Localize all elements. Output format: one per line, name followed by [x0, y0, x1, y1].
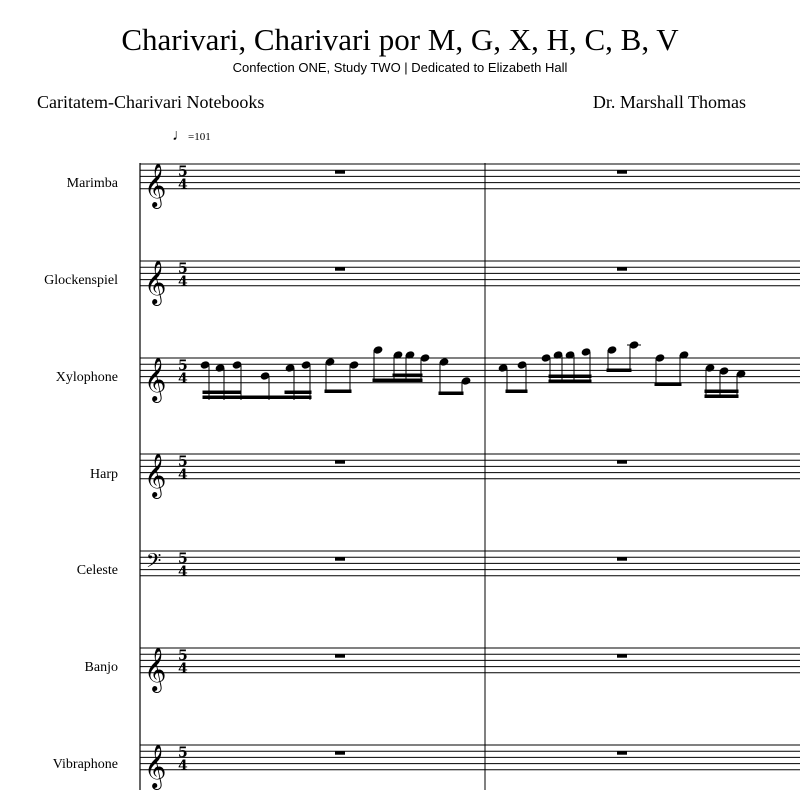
note-head [607, 346, 617, 354]
instrument-label-vibraphone: Vibraphone [52, 757, 118, 772]
staff-vibraphone [140, 744, 800, 790]
instrument-label-glockenspiel: Glockenspiel [44, 273, 118, 288]
notebook-name: Caritatem-Charivari Notebooks [37, 92, 265, 112]
note-head [719, 367, 729, 375]
tempo-value: =101 [188, 131, 211, 143]
note-head [200, 361, 210, 369]
note-head [420, 354, 430, 362]
whole-rest [617, 267, 627, 271]
time-signature-denominator: 4 [178, 758, 188, 774]
note-head [349, 361, 359, 369]
composer-name: Dr. Marshall Thomas [592, 92, 746, 112]
instrument-label-banjo: Banjo [84, 660, 118, 675]
note-head [705, 364, 715, 372]
treble-clef-icon: 𝄞 [144, 453, 167, 497]
staff-marimba [140, 163, 800, 209]
note-head [285, 364, 295, 372]
score-title: Charivari, Charivari por M, G, X, H, C, B, V [121, 22, 679, 57]
time-signature-denominator: 4 [178, 564, 188, 580]
time-signature-numerator: 5 [178, 358, 188, 374]
time-signature-denominator: 4 [178, 177, 188, 193]
time-signature-denominator: 4 [178, 467, 188, 483]
whole-rest [617, 170, 627, 174]
whole-rest [617, 557, 627, 561]
instrument-label-celeste: Celeste [76, 563, 118, 578]
instrument-label-harp: Harp [90, 467, 118, 482]
time-signature-numerator: 5 [178, 551, 188, 567]
note-head [461, 377, 471, 385]
whole-rest [335, 557, 345, 561]
note-head [260, 372, 270, 380]
time-signature-denominator: 4 [178, 371, 188, 387]
staff-glockenspiel [140, 260, 800, 306]
quarter-note-icon: ♩ [172, 127, 188, 144]
instrument-label-xylophone: Xylophone [55, 370, 118, 385]
score-subtitle: Confection ONE, Study TWO | Dedicated to Elizabeth Hall [232, 60, 568, 75]
note-head [301, 361, 311, 369]
whole-rest [335, 654, 345, 658]
time-signature-denominator: 4 [178, 661, 188, 677]
time-signature-numerator: 5 [178, 745, 188, 761]
time-signature-numerator: 5 [178, 454, 188, 470]
time-signature-numerator: 5 [178, 648, 188, 664]
whole-rest [617, 460, 627, 464]
whole-rest [335, 460, 345, 464]
note-head [215, 364, 225, 372]
treble-clef-icon: 𝄞 [144, 260, 167, 304]
treble-clef-icon: 𝄞 [144, 647, 167, 691]
note-head [325, 358, 335, 366]
whole-rest [617, 751, 627, 755]
staff-harp [140, 453, 800, 499]
note-head [232, 361, 242, 369]
instrument-label-marimba: Marimba [66, 176, 118, 191]
note-head [655, 354, 665, 362]
treble-clef-icon: 𝄞 [144, 744, 167, 788]
note-head [439, 358, 449, 366]
staff-celeste [140, 549, 800, 580]
whole-rest [335, 751, 345, 755]
staff-banjo [140, 647, 800, 693]
note-head [581, 348, 591, 356]
time-signature-numerator: 5 [178, 261, 188, 277]
bass-clef-icon: 𝄢 [146, 549, 162, 577]
time-signature-denominator: 4 [178, 274, 188, 290]
whole-rest [335, 170, 345, 174]
note-head [541, 354, 551, 362]
whole-rest [335, 267, 345, 271]
time-signature-numerator: 5 [178, 164, 188, 180]
note-head [517, 361, 527, 369]
note-head [498, 364, 508, 372]
whole-rest [617, 654, 627, 658]
note-head [373, 346, 383, 354]
treble-clef-icon: 𝄞 [144, 357, 167, 401]
treble-clef-icon: 𝄞 [144, 163, 167, 207]
